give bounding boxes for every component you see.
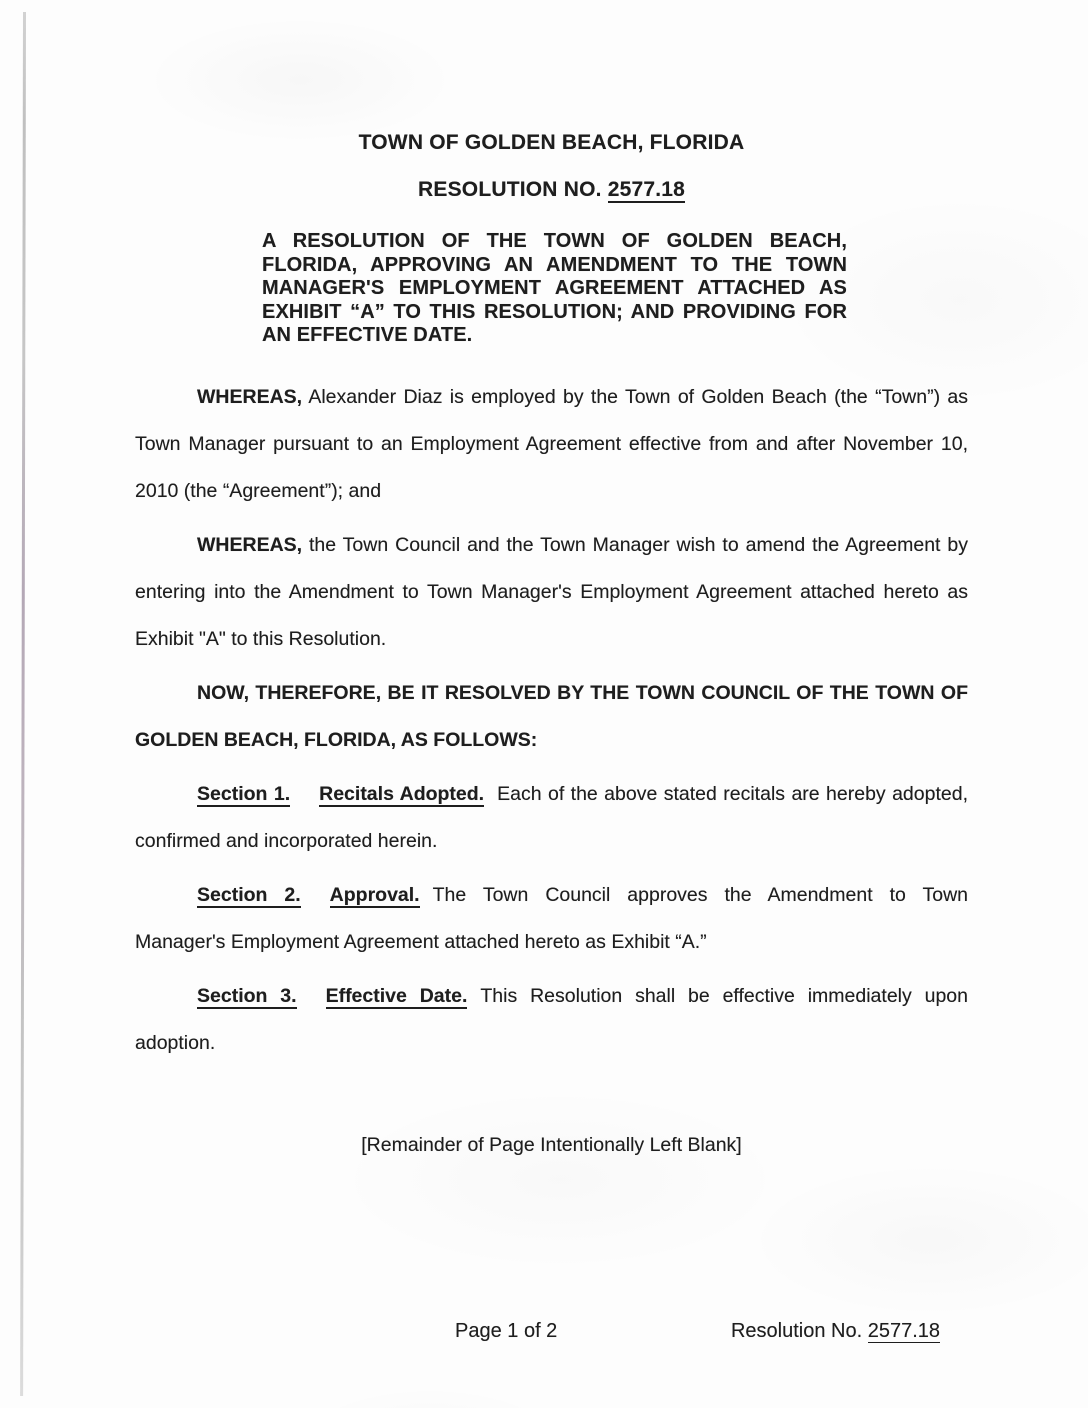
section-3-number: Section 3. xyxy=(197,984,297,1007)
section-3-title: Effective Date. xyxy=(325,984,468,1007)
resolution-number-value: 2577.18 xyxy=(607,178,685,201)
resolved-clause: NOW, THEREFORE, BE IT RESOLVED BY THE TOWN COUNCIL OF THE TOWN OF GOLDEN BEACH, FLORIDA, AS FOLLOWS: xyxy=(135,681,968,751)
section-1 xyxy=(135,771,968,865)
whereas-1-lead: WHEREAS, xyxy=(197,385,303,408)
page-number: Page 1 of 2 xyxy=(455,1320,558,1342)
whereas-clause-2 xyxy=(135,522,968,663)
whereas-2-lead: WHEREAS, xyxy=(197,533,303,556)
whereas-clause-1 xyxy=(135,374,968,515)
footer-resolution-label: Resolution No. xyxy=(730,1320,868,1342)
footer-resolution-number xyxy=(731,1320,940,1343)
section-3-text: This Resolution shall be effective immediately upon adoption. xyxy=(135,984,968,1054)
section-2-title: Approval. xyxy=(329,883,420,906)
section-3 xyxy=(135,973,968,1067)
document-title: TOWN OF GOLDEN BEACH, FLORIDA xyxy=(358,131,745,154)
section-1-title: Recitals Adopted. xyxy=(319,782,485,805)
section-2-text: The Town Council approves the Amendment to Town Manager's Employment Agreement attached hereto as Exhibit “A.” xyxy=(135,883,968,953)
section-2-number: Section 2. xyxy=(197,883,301,906)
whereas-2-text: the Town Council and the Town Manager wish to amend the Agreement by entering into the Amendment to Town Manager's Employment Agreement attached hereto as Exhibit "A" to this Resolution. xyxy=(135,533,968,650)
whereas-1-text: Alexander Diaz is employed by the Town of Golden Beach (the “Town”) as Town Manager pursuant to an Employment Agreement effective from and after November 10, 2010 (the “Agreement”); and xyxy=(135,385,968,502)
section-2 xyxy=(135,872,968,966)
resolution-number-label: RESOLUTION NO. xyxy=(418,178,608,201)
section-1-text: Each of the above stated recitals are hereby adopted, confirmed and incorporated herein. xyxy=(135,782,968,852)
section-1-number: Section 1. xyxy=(197,782,291,805)
page-footer xyxy=(135,1320,968,1346)
scan-edge-artifact xyxy=(20,12,26,1396)
remainder-note: [Remainder of Page Intentionally Left Blank] xyxy=(361,1133,742,1156)
resolution-number-heading xyxy=(135,178,968,202)
resolution-caption: A RESOLUTION OF THE TOWN OF GOLDEN BEACH, FLORIDA, APPROVING AN AMENDMENT TO THE TOWN MANAGER'S EMPLOYMENT AGREEMENT ATTACHED AS EXHIBIT “A” TO THIS RESOLUTION; AND PROVIDING FOR AN EFFECTIVE DATE. xyxy=(262,230,847,347)
document-content xyxy=(135,131,968,1169)
footer-resolution-value: 2577.18 xyxy=(867,1320,940,1342)
